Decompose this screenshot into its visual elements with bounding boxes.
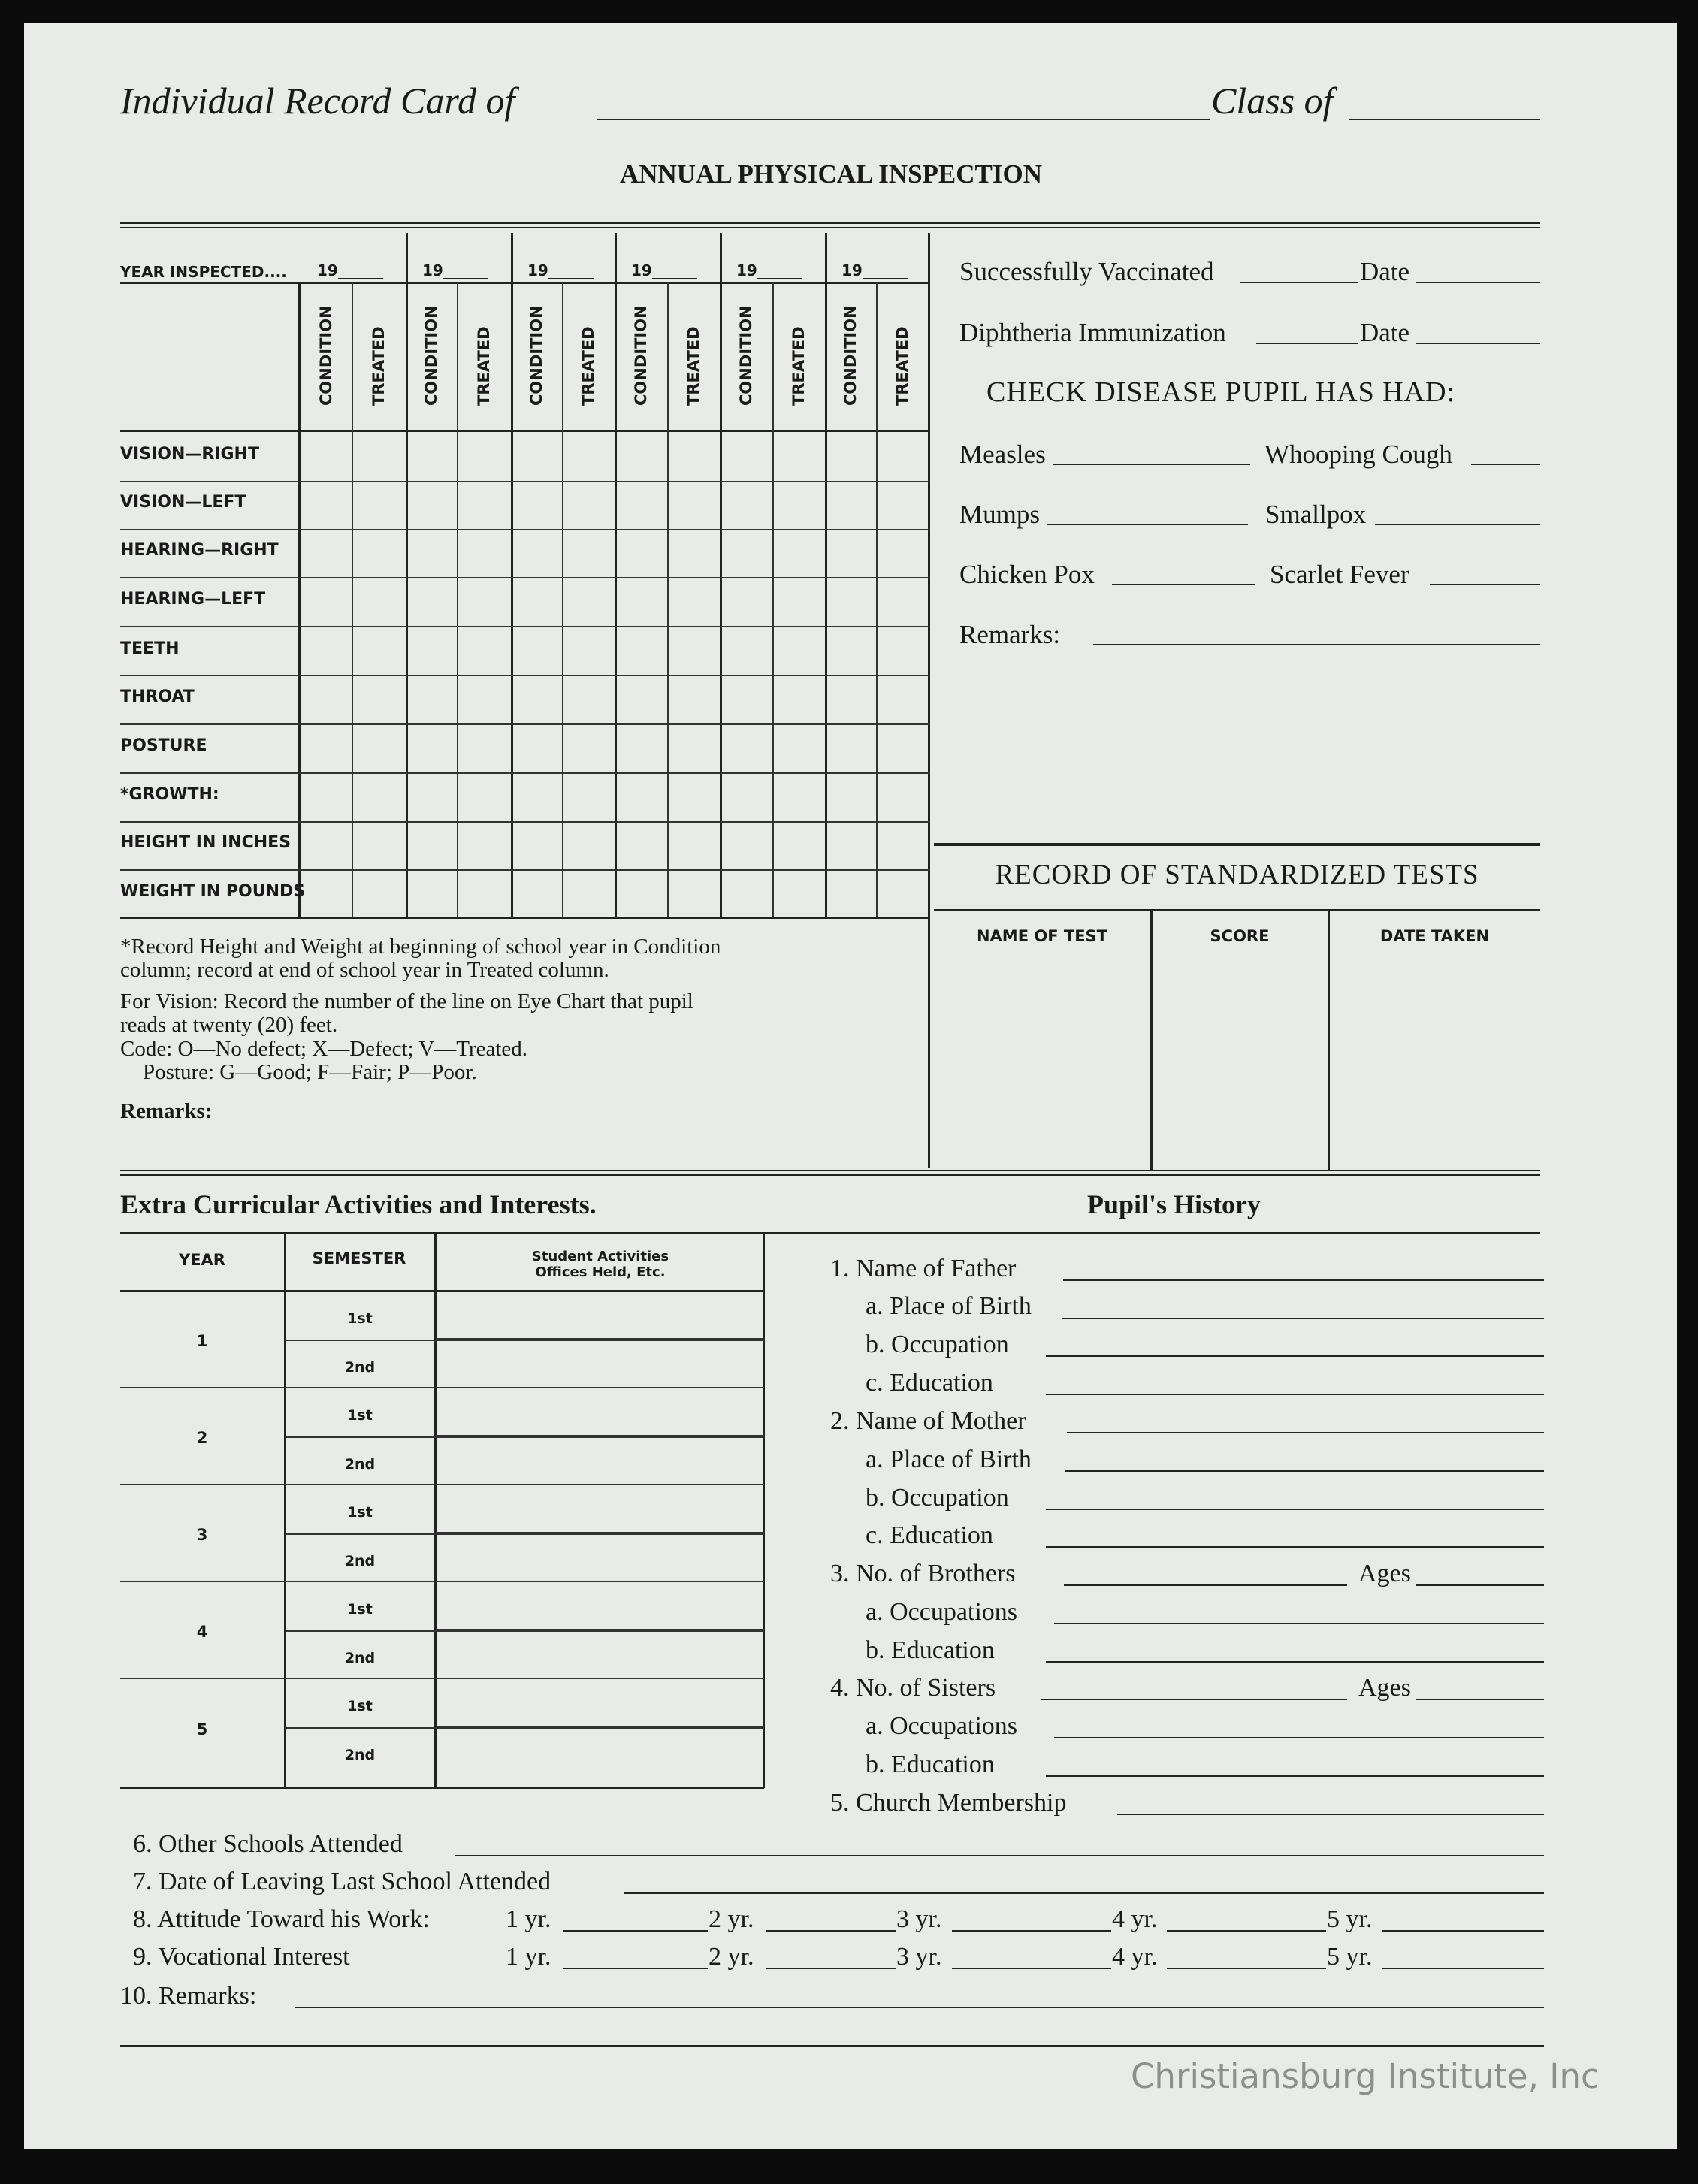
diphtheria-label: Diphtheria Immunization	[959, 318, 1226, 347]
right-edge-line	[928, 233, 930, 1168]
row-label-7: *GROWTH:	[120, 785, 219, 804]
brothers-label: 3. No. of Brothers	[830, 1560, 1016, 1587]
church-line	[1117, 1814, 1544, 1815]
tests-col-date: DATE TAKEN	[1379, 927, 1490, 945]
treated-header: TREATED	[893, 326, 911, 406]
year-label: 19	[841, 261, 863, 279]
note-line-6: Posture: G—Good; F—Fair; P—Poor.	[143, 1060, 477, 1084]
scarlet-label: Scarlet Fever	[1270, 560, 1409, 589]
note-line-2: column; record at end of school year in Treated column.	[120, 958, 609, 982]
vaccinated-date-label: Date	[1360, 257, 1410, 286]
extra-year-3: 3	[196, 1526, 208, 1544]
extra-header-bottom	[120, 1290, 764, 1292]
year-label: 19	[317, 261, 338, 279]
father-occupation-label: b. Occupation	[866, 1331, 1009, 1358]
date-leaving-label: 7. Date of Leaving Last School Attended	[133, 1868, 551, 1896]
chicken-pox-line	[1112, 584, 1255, 585]
extra-activity-line	[436, 1435, 764, 1436]
brothers-occupations-label: a. Occupations	[866, 1598, 1018, 1626]
tests-heading: RECORD OF STANDARDIZED TESTS	[995, 859, 1479, 890]
semester-1st: 1st	[347, 1407, 373, 1424]
diphtheria-date-line	[1416, 343, 1540, 344]
condition-header: CONDITION	[422, 305, 440, 406]
other-schools-label: 6. Other Schools Attended	[133, 1830, 403, 1858]
year-inspected-label: YEAR INSPECTED....	[120, 263, 287, 281]
extra-col-line-2	[434, 1234, 437, 1788]
inspection-row-line	[120, 869, 929, 871]
attitude-line-4	[1167, 1930, 1326, 1932]
extra-semester-line	[286, 1727, 764, 1729]
brothers-education-line	[1046, 1661, 1544, 1663]
father-label: 1. Name of Father	[830, 1255, 1017, 1282]
diphtheria-date-label: Date	[1360, 318, 1410, 347]
church-label: 5. Church Membership	[830, 1789, 1067, 1817]
tests-col-line-1	[1150, 911, 1153, 1170]
name-line	[597, 119, 1210, 120]
attitude-yr2: 2 yr.	[709, 1905, 754, 1933]
mother-birth-line	[1065, 1470, 1544, 1472]
row-label-3: HEARING—LEFT	[120, 590, 266, 609]
note-line-4: reads at twenty (20) feet.	[120, 1013, 338, 1037]
row-label-9: WEIGHT IN POUNDS	[120, 882, 306, 901]
tests-col-line-2	[1328, 911, 1330, 1170]
father-education-label: c. Education	[866, 1369, 993, 1397]
tests-top-line	[934, 843, 1540, 846]
vocational-yr3: 3 yr.	[896, 1943, 942, 1971]
semester-1st: 1st	[347, 1504, 373, 1521]
section-header-line	[120, 1232, 1540, 1234]
smallpox-label: Smallpox	[1265, 500, 1367, 529]
year-blank-line	[443, 278, 488, 279]
year-label: 19	[631, 261, 652, 279]
tests-col-score: SCORE	[1210, 927, 1270, 945]
vocational-yr2: 2 yr.	[709, 1943, 754, 1971]
condition-header: CONDITION	[632, 305, 650, 406]
extra-year-4: 4	[196, 1623, 208, 1641]
sisters-occupations-label: a. Occupations	[866, 1712, 1018, 1740]
inspection-row-line	[120, 723, 929, 725]
semester-1st: 1st	[347, 1601, 373, 1618]
extra-year-5: 5	[196, 1720, 208, 1738]
vocational-yr5: 5 yr.	[1327, 1943, 1373, 1971]
extra-year-line	[120, 1678, 764, 1679]
year-blank-line	[548, 278, 594, 279]
vocational-yr4: 4 yr.	[1112, 1943, 1158, 1971]
extra-year-line	[120, 1581, 764, 1582]
attitude-line-1	[563, 1930, 708, 1932]
sisters-education-label: b. Education	[866, 1751, 995, 1778]
final-remarks-label: 10. Remarks:	[120, 1982, 257, 2010]
inspection-col-line	[406, 233, 408, 917]
extra-col-year: YEAR	[179, 1251, 225, 1269]
mother-occupation-label: b. Occupation	[866, 1484, 1009, 1512]
inspection-row-line	[120, 675, 929, 676]
semester-2nd: 2nd	[344, 1553, 376, 1569]
semester-2nd: 2nd	[344, 1747, 376, 1763]
vocational-line-1	[563, 1968, 708, 1969]
extra-semester-line	[286, 1436, 764, 1438]
treated-header: TREATED	[370, 326, 388, 406]
inspection-row-line	[120, 481, 929, 482]
attitude-yr5: 5 yr.	[1327, 1905, 1373, 1933]
mother-label: 2. Name of Mother	[830, 1407, 1026, 1435]
class-line	[1349, 119, 1540, 120]
treated-header: TREATED	[684, 326, 702, 406]
year-label: 19	[527, 261, 548, 279]
brothers-line	[1064, 1584, 1347, 1586]
attitude-yr4: 4 yr.	[1112, 1905, 1158, 1933]
inspection-row-line	[120, 577, 929, 578]
semester-1st: 1st	[347, 1310, 373, 1327]
semester-2nd: 2nd	[344, 1650, 376, 1666]
extra-col-semester: SEMESTER	[312, 1249, 406, 1267]
extra-heading: Extra Curricular Activities and Interests.	[120, 1189, 597, 1219]
vaccinated-date-line	[1416, 282, 1540, 283]
vocational-line-4	[1167, 1968, 1326, 1969]
top-divider	[120, 222, 1540, 228]
year-blank-line	[652, 278, 697, 279]
table-bottom-line	[120, 917, 929, 919]
mother-line	[1067, 1432, 1544, 1433]
attitude-line-3	[952, 1930, 1111, 1932]
check-disease-heading: CHECK DISEASE PUPIL HAS HAD:	[986, 376, 1456, 408]
class-label: Class of	[1211, 80, 1334, 122]
other-schools-line	[455, 1855, 1544, 1856]
mother-education-label: c. Education	[866, 1521, 993, 1549]
sisters-occupations-line	[1054, 1737, 1544, 1738]
disease-remarks-label: Remarks:	[959, 620, 1061, 649]
attitude-yr1: 1 yr.	[506, 1905, 551, 1933]
semester-2nd: 2nd	[344, 1359, 376, 1376]
attitude-yr3: 3 yr.	[896, 1905, 942, 1933]
vaccinated-label: Successfully Vaccinated	[959, 257, 1214, 286]
diphtheria-line	[1256, 343, 1358, 344]
row-label-5: THROAT	[120, 687, 195, 706]
vocational-line-5	[1382, 1968, 1544, 1969]
brothers-education-label: b. Education	[866, 1636, 995, 1664]
sisters-ages-line	[1416, 1699, 1544, 1700]
extra-year-line	[120, 1484, 764, 1485]
condition-header: CONDITION	[841, 305, 860, 406]
condition-header: CONDITION	[317, 305, 335, 406]
whooping-label: Whooping Cough	[1264, 440, 1452, 469]
tests-col-name: NAME OF TEST	[976, 927, 1107, 945]
extra-col-activities-2: Offices Held, Etc.	[535, 1264, 666, 1280]
attitude-line-2	[766, 1930, 896, 1932]
semester-1st: 1st	[347, 1698, 373, 1714]
extra-activity-line	[436, 1629, 764, 1630]
sisters-line	[1041, 1699, 1347, 1700]
vocational-label: 9. Vocational Interest	[133, 1943, 350, 1971]
chicken-pox-label: Chicken Pox	[959, 560, 1095, 589]
extra-semester-line	[286, 1340, 764, 1341]
mother-education-line	[1046, 1546, 1544, 1548]
inspection-col-line	[615, 233, 617, 917]
semester-2nd: 2nd	[344, 1456, 376, 1473]
mother-occupation-line	[1046, 1509, 1544, 1510]
middle-divider	[120, 1170, 1540, 1176]
sisters-label: 4. No. of Sisters	[830, 1674, 996, 1702]
inspection-row-line	[120, 529, 929, 530]
header-bottom-line	[120, 430, 929, 432]
row-label-4: TEETH	[120, 639, 180, 658]
attitude-line-5	[1382, 1930, 1544, 1932]
row-label-6: POSTURE	[120, 736, 207, 755]
father-education-line	[1046, 1394, 1544, 1395]
bottom-rule	[120, 2045, 1544, 2047]
note-line-3: For Vision: Record the number of the line on Eye Chart that pupil	[120, 989, 693, 1013]
whooping-line	[1471, 464, 1540, 465]
sisters-education-line	[1046, 1775, 1544, 1777]
extra-activity-line	[436, 1338, 764, 1340]
inspection-row-line	[120, 626, 929, 627]
measles-line	[1053, 464, 1250, 465]
extra-semester-line	[286, 1533, 764, 1535]
note-line-5: Code: O—No defect; X—Defect; V—Treated.	[120, 1037, 528, 1061]
note-remarks: Remarks:	[120, 1099, 213, 1123]
extra-year-line	[120, 1387, 764, 1388]
inspection-row-line	[120, 772, 929, 774]
year-row-line	[120, 282, 929, 284]
extra-year-2: 2	[196, 1429, 208, 1447]
father-occupation-line	[1046, 1355, 1544, 1357]
vocational-line-3	[952, 1968, 1111, 1969]
condition-header: CONDITION	[737, 305, 755, 406]
brothers-occupations-line	[1054, 1623, 1544, 1624]
year-blank-line	[757, 278, 802, 279]
scarlet-line	[1430, 584, 1540, 585]
tests-header-line	[934, 909, 1540, 911]
date-leaving-line	[624, 1892, 1544, 1894]
extra-semester-line	[286, 1630, 764, 1632]
card-title: Individual Record Card of	[120, 80, 515, 122]
inspection-row-line	[120, 821, 929, 823]
inspection-col-line	[825, 233, 827, 917]
year-blank-line	[338, 278, 383, 279]
brothers-ages-line	[1416, 1584, 1544, 1586]
vaccinated-line	[1240, 282, 1358, 283]
year-label: 19	[736, 261, 757, 279]
smallpox-line	[1375, 524, 1540, 525]
treated-header: TREATED	[475, 326, 493, 406]
extra-col-activities-1: Student Activities	[531, 1249, 669, 1264]
row-label-0: VISION—RIGHT	[120, 445, 259, 464]
treated-header: TREATED	[790, 326, 808, 406]
measles-label: Measles	[959, 440, 1046, 469]
treated-header: TREATED	[579, 326, 597, 406]
extra-activity-line	[436, 1726, 764, 1727]
condition-header: CONDITION	[527, 305, 545, 406]
row-label-8: HEIGHT IN INCHES	[120, 833, 292, 852]
watermark: Christiansburg Institute, Inc	[1131, 2056, 1600, 2096]
attitude-label: 8. Attitude Toward his Work:	[133, 1905, 431, 1933]
extra-table-bottom	[120, 1787, 764, 1789]
extra-col-line-3	[763, 1234, 765, 1788]
inspection-col-line	[511, 233, 513, 917]
vocational-line-2	[766, 1968, 896, 1969]
year-blank-line	[863, 278, 908, 279]
sisters-ages-label: Ages	[1358, 1674, 1411, 1702]
brothers-ages-label: Ages	[1358, 1560, 1411, 1587]
father-line	[1063, 1279, 1544, 1281]
inspection-col-line	[720, 233, 722, 917]
disease-remarks-line	[1093, 644, 1540, 645]
mumps-label: Mumps	[959, 500, 1040, 529]
extra-year-1: 1	[196, 1332, 208, 1350]
history-heading: Pupil's History	[1087, 1189, 1261, 1219]
note-line-1: *Record Height and Weight at beginning of school year in Condition	[120, 935, 721, 959]
vocational-yr1: 1 yr.	[506, 1943, 551, 1971]
mother-birth-label: a. Place of Birth	[866, 1445, 1032, 1473]
row-label-1: VISION—LEFT	[120, 493, 246, 512]
father-birth-label: a. Place of Birth	[866, 1292, 1032, 1320]
page-subtitle: ANNUAL PHYSICAL INSPECTION	[619, 159, 1043, 189]
year-label: 19	[422, 261, 443, 279]
father-birth-line	[1062, 1318, 1544, 1319]
row-label-2: HEARING—RIGHT	[120, 541, 279, 560]
final-remarks-line	[295, 2007, 1544, 2008]
mumps-line	[1047, 524, 1248, 525]
extra-activity-line	[436, 1532, 764, 1533]
